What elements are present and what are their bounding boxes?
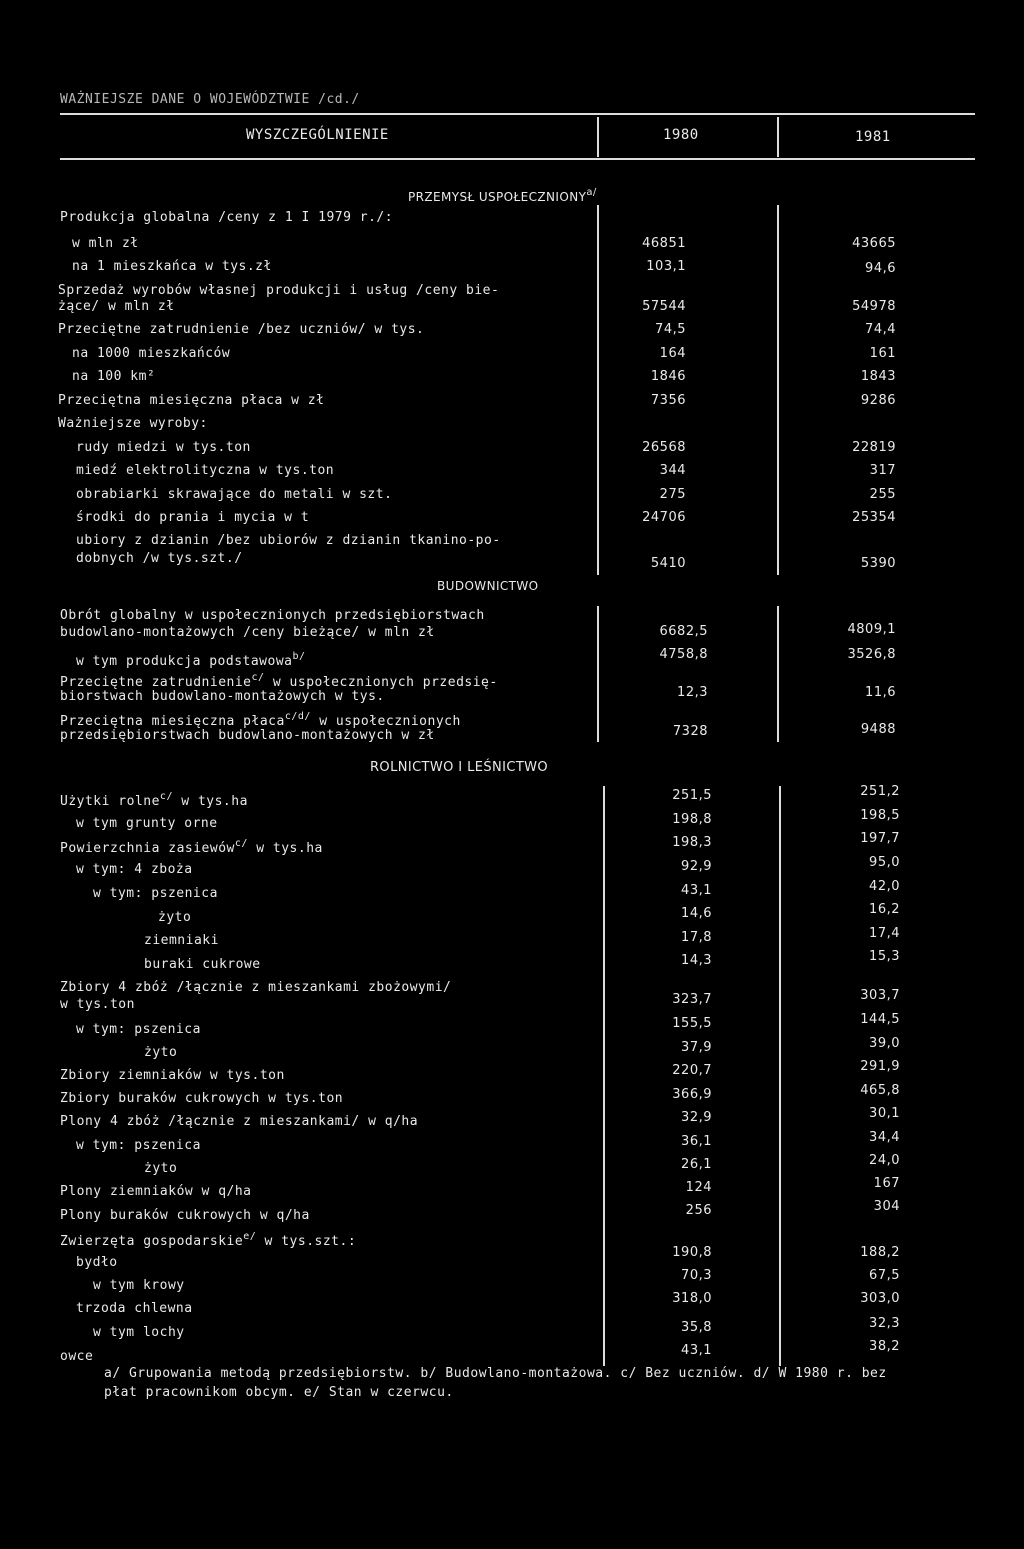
table-row-label: w tym lochy bbox=[93, 1325, 185, 1340]
table-row-label: Produkcja globalna /ceny z 1 I 1979 r./: bbox=[60, 210, 394, 225]
table-row-label-cont: budowlano-montażowych /ceny bieżące/ w mln zł bbox=[60, 625, 435, 640]
table-row-label: owce bbox=[60, 1349, 94, 1364]
table-row-label: żyto bbox=[158, 910, 192, 925]
footnote-mark-cd: c/d/ bbox=[284, 711, 311, 722]
value-1981: 38,2 bbox=[869, 1339, 900, 1354]
value-1980: 256 bbox=[685, 1203, 712, 1218]
table-row-label: Użytki rolne$^{c/}$ w tys.ha bbox=[60, 791, 248, 809]
value-1981: 304 bbox=[873, 1199, 900, 1214]
section-heading-agriculture: ROLNICTWO I LEŚNICTWO bbox=[370, 760, 549, 775]
value-1981: 16,2 bbox=[869, 902, 900, 917]
table-row-label: Przeciętne zatrudnienie /bez uczniów/ w tys. bbox=[58, 322, 425, 337]
value-1980: 344 bbox=[659, 463, 686, 478]
value-1981: 291,9 bbox=[860, 1059, 900, 1074]
value-1980: 164 bbox=[659, 346, 686, 361]
value-1980: 323,7 bbox=[672, 992, 712, 1007]
value-1981: 9286 bbox=[860, 393, 896, 408]
value-1980: 366,9 bbox=[672, 1087, 712, 1102]
header-year-1981: 1981 bbox=[855, 129, 891, 145]
value-1981: 317 bbox=[869, 463, 896, 478]
value-1981: 1843 bbox=[860, 369, 896, 384]
value-1981: 67,5 bbox=[869, 1268, 900, 1283]
footnote-mark-c: c/ bbox=[159, 791, 173, 802]
header-description: WYSZCZEGÓLNIENIE bbox=[246, 127, 389, 143]
value-1981: 4809,1 bbox=[847, 622, 896, 637]
value-1980: 4758,8 bbox=[659, 647, 708, 662]
table-row-label: Zwierzęta gospodarskie$^{e/}$ w tys.szt.: bbox=[60, 1231, 357, 1249]
table-row-label: miedź elektrolityczna w tys.ton bbox=[76, 463, 335, 478]
value-1981: 5390 bbox=[860, 556, 896, 571]
value-1980: 275 bbox=[659, 487, 686, 502]
value-1980: 26568 bbox=[642, 440, 686, 455]
table-row-label: Plony ziemniaków w q/ha bbox=[60, 1184, 252, 1199]
table-row-label: w tym: 4 zboża bbox=[76, 862, 193, 877]
footnote-mark-a: a/ bbox=[586, 187, 597, 198]
table-row-label: bydło bbox=[76, 1255, 118, 1270]
value-1980: 155,5 bbox=[672, 1016, 712, 1031]
table-row-label: Zbiory buraków cukrowych w tys.ton bbox=[60, 1091, 344, 1106]
value-1980: 57544 bbox=[642, 299, 686, 314]
construction-col-rule-2 bbox=[777, 606, 779, 742]
table-row-label: Obrót globalny w uspołecznionych przedsiębiorstwach bbox=[60, 608, 485, 623]
value-1981: 9488 bbox=[860, 722, 896, 737]
table-row-label: na 100 km² bbox=[72, 369, 156, 384]
value-1981: 188,2 bbox=[860, 1245, 900, 1260]
header-year-1980: 1980 bbox=[663, 127, 699, 143]
value-1981: 167 bbox=[873, 1176, 900, 1191]
value-1980: 43,1 bbox=[681, 1343, 712, 1358]
table-row-label: Przeciętne zatrudnienie$^{c/}$ w uspołecznionych przedsię- bbox=[60, 672, 498, 690]
value-1980: 70,3 bbox=[681, 1268, 712, 1283]
value-1981: 74,4 bbox=[865, 322, 896, 337]
header-bottom-rule bbox=[60, 158, 975, 160]
value-1980: 7328 bbox=[672, 724, 708, 739]
value-1980: 32,9 bbox=[681, 1110, 712, 1125]
table-row-label-cont: przedsiębiorstwach budowlano-montażowych w zł bbox=[60, 728, 435, 743]
table-row-label: rudy miedzi w tys.ton bbox=[76, 440, 251, 455]
value-1981: 303,0 bbox=[860, 1291, 900, 1306]
value-1981: 42,0 bbox=[869, 879, 900, 894]
table-row-label: Plony buraków cukrowych w q/ha bbox=[60, 1208, 310, 1223]
value-1981: 3526,8 bbox=[847, 647, 896, 662]
table-row-label: w tym grunty orne bbox=[76, 816, 218, 831]
header-divider-1 bbox=[597, 117, 599, 157]
value-1981: 22819 bbox=[852, 440, 896, 455]
value-1980: 36,1 bbox=[681, 1134, 712, 1149]
value-1981: 24,0 bbox=[869, 1153, 900, 1168]
value-1980: 14,6 bbox=[681, 906, 712, 921]
table-row-label-cont: dobnych /w tys.szt./ bbox=[76, 551, 243, 566]
footnote-mark-c: c/ bbox=[234, 838, 248, 849]
value-1980: 7356 bbox=[650, 393, 686, 408]
table-row-label-cont: w tys.ton bbox=[60, 997, 135, 1012]
table-row-label: obrabiarki skrawające do metali w szt. bbox=[76, 487, 393, 502]
table-row-label: Ważniejsze wyroby: bbox=[58, 416, 208, 431]
table-row-label: środki do prania i mycia w t bbox=[76, 510, 310, 525]
value-1980: 1846 bbox=[650, 369, 686, 384]
value-1980: 74,5 bbox=[655, 322, 686, 337]
table-row-label: Plony 4 zbóż /łącznie z mieszankami/ w q/ha bbox=[60, 1114, 419, 1129]
header-divider-2 bbox=[777, 117, 779, 157]
table-row-label: Zbiory ziemniaków w tys.ton bbox=[60, 1068, 285, 1083]
table-row-label-cont: żące/ w mln zł bbox=[58, 299, 175, 314]
value-1981: 255 bbox=[869, 487, 896, 502]
value-1980: 220,7 bbox=[672, 1063, 712, 1078]
footnote-mark-c: c/ bbox=[251, 672, 265, 683]
value-1981: 161 bbox=[869, 346, 896, 361]
value-1981: 11,6 bbox=[865, 685, 896, 700]
table-row-label: Powierzchnia zasiewów$^{c/}$ w tys.ha bbox=[60, 838, 323, 856]
value-1980: 26,1 bbox=[681, 1157, 712, 1172]
value-1981: 34,4 bbox=[869, 1130, 900, 1145]
table-row-label: w tym: pszenica bbox=[76, 1022, 201, 1037]
table-row-label: ziemniaki bbox=[144, 933, 219, 948]
value-1980: 198,8 bbox=[672, 812, 712, 827]
value-1981: 198,5 bbox=[860, 808, 900, 823]
value-1981: 43665 bbox=[852, 236, 896, 251]
value-1980: 6682,5 bbox=[659, 624, 708, 639]
value-1980: 17,8 bbox=[681, 930, 712, 945]
value-1981: 32,3 bbox=[869, 1316, 900, 1331]
value-1981: 30,1 bbox=[869, 1106, 900, 1121]
table-row-label: Zbiory 4 zbóż /łącznie z mieszankami zbożowymi/ bbox=[60, 980, 452, 995]
construction-col-rule-1 bbox=[597, 606, 599, 742]
agriculture-col-rule-1 bbox=[603, 786, 605, 1366]
value-1980: 12,3 bbox=[677, 685, 708, 700]
value-1980: 14,3 bbox=[681, 953, 712, 968]
table-row-label: w tym produkcja podstawowa$^{b/}$ bbox=[76, 651, 306, 669]
value-1980: 46851 bbox=[642, 236, 686, 251]
value-1980: 5410 bbox=[650, 556, 686, 571]
value-1981: 251,2 bbox=[860, 784, 900, 799]
table-row-label: w tym: pszenica bbox=[76, 1138, 201, 1153]
value-1980: 92,9 bbox=[681, 859, 712, 874]
agriculture-col-rule-2 bbox=[779, 786, 781, 1366]
document-title: WAŻNIEJSZE DANE O WOJEWÓDZTWIE /cd./ bbox=[60, 92, 360, 107]
value-1980: 43,1 bbox=[681, 883, 712, 898]
value-1980: 37,9 bbox=[681, 1040, 712, 1055]
table-row-label: żyto bbox=[144, 1045, 178, 1060]
value-1981: 39,0 bbox=[869, 1036, 900, 1051]
value-1980: 198,3 bbox=[672, 835, 712, 850]
table-row-label: w mln zł bbox=[72, 236, 139, 251]
value-1981: 303,7 bbox=[860, 988, 900, 1003]
footnote-mark-b: b/ bbox=[292, 651, 306, 662]
table-row-label-cont: biorstwach budowlano-montażowych w tys. bbox=[60, 689, 385, 704]
table-row-label: w tym: pszenica bbox=[93, 886, 218, 901]
table-row-label: w tym krowy bbox=[93, 1278, 185, 1293]
industry-col-rule-2 bbox=[777, 205, 779, 575]
value-1981: 95,0 bbox=[869, 855, 900, 870]
value-1981: 197,7 bbox=[860, 831, 900, 846]
header-top-rule bbox=[60, 113, 975, 115]
table-row-label: trzoda chlewna bbox=[76, 1301, 193, 1316]
value-1981: 144,5 bbox=[860, 1012, 900, 1027]
value-1980: 103,1 bbox=[646, 259, 686, 274]
value-1980: 318,0 bbox=[672, 1291, 712, 1306]
footnote-line-2: płat pracownikom obcym. e/ Stan w czerwcu. bbox=[104, 1385, 454, 1400]
value-1980: 190,8 bbox=[672, 1245, 712, 1260]
section-heading-industry: PRZEMYSŁ $USPOŁECZNIONY^{a/}$ bbox=[408, 187, 597, 204]
value-1981: 17,4 bbox=[869, 926, 900, 941]
value-1981: 465,8 bbox=[860, 1083, 900, 1098]
table-row-label: Przeciętna miesięczna płaca$^{c/d/}$ w uspołecznionych bbox=[60, 711, 461, 729]
table-row-label: ubiory z dzianin /bez ubiorów z dzianin tkanino-po- bbox=[76, 533, 501, 548]
table-row-label: na 1000 mieszkańców bbox=[72, 346, 231, 361]
table-row-label: Przeciętna miesięczna płaca w zł bbox=[58, 393, 325, 408]
footnote-mark-e: e/ bbox=[243, 1231, 257, 1242]
table-row-label: na 1 mieszkańca w tys.zł bbox=[72, 259, 272, 274]
value-1980: 35,8 bbox=[681, 1320, 712, 1335]
value-1981: 25354 bbox=[852, 510, 896, 525]
value-1980: 24706 bbox=[642, 510, 686, 525]
value-1980: 251,5 bbox=[672, 788, 712, 803]
value-1981: 94,6 bbox=[865, 261, 896, 276]
value-1980: 124 bbox=[685, 1180, 712, 1195]
table-row-label: Sprzedaż wyrobów własnej produkcji i usług /ceny bie- bbox=[58, 283, 500, 298]
table-row-label: żyto bbox=[144, 1161, 178, 1176]
footnote-line-1: a/ Grupowania metodą przedsiębiorstw. b/ Budowlano-montażowa. c/ Bez uczniów. d/ W 1980 r. bez bbox=[104, 1366, 887, 1381]
value-1981: 15,3 bbox=[869, 949, 900, 964]
value-1981: 54978 bbox=[852, 299, 896, 314]
section-heading-construction: BUDOWNICTWO bbox=[437, 579, 539, 593]
table-row-label: buraki cukrowe bbox=[144, 957, 261, 972]
